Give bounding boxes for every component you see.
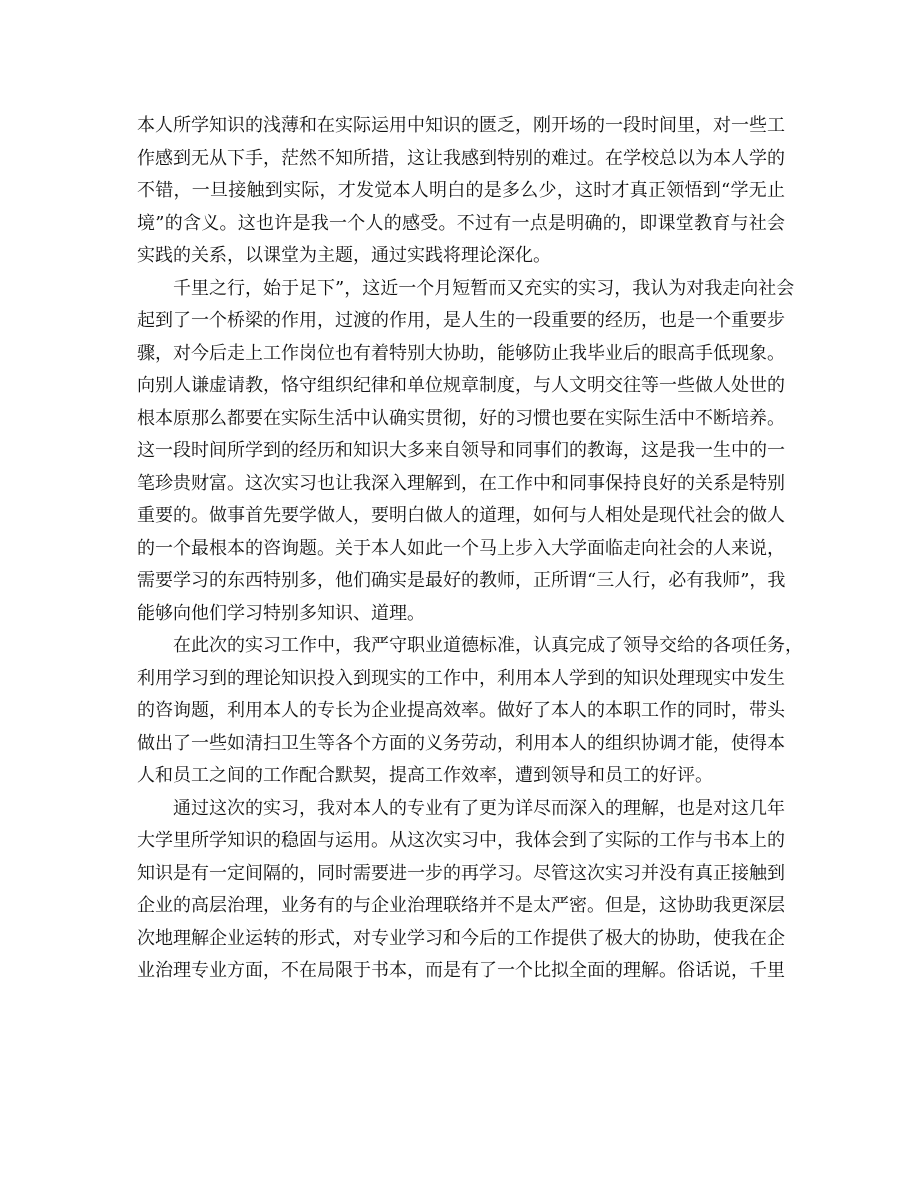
paragraph-4 bbox=[137, 793, 785, 988]
paragraph-line: 企业的高层治理，业务有的与企业治理联络并不是太严密。但是，这协助我更深层 bbox=[137, 895, 785, 916]
paragraph-line: 本人所学知识的浅薄和在实际运用中知识的匮乏，刚开场的一段时间里，对一些工 bbox=[137, 115, 785, 136]
paragraph-line: 实践的关系，以课堂为主题，通过实践将理论深化。 bbox=[137, 245, 551, 266]
paragraph-2 bbox=[137, 273, 795, 631]
paragraph-line: 这一段时间所学到的经历和知识大多来自领导和同事们的教诲，这是我一生中的一 bbox=[137, 440, 785, 461]
paragraph-line: 根本原那么都要在实际生活中认确实贯彻，好的习惯也要在实际生活中不断培养。 bbox=[137, 407, 785, 429]
paragraph-line: 笔珍贵财富。这次实习也让我深入理解到，在工作中和同事保持良好的关系是特别 bbox=[137, 472, 785, 494]
paragraph-line: 千里之行，始于足下”，这近一个月短暂而又充实的实习，我认为对我走向社会 bbox=[173, 277, 795, 299]
paragraph-line: 需要学习的东西特别多，他们确实是最好的教师，正所谓“三人行，必有我师”，我 bbox=[137, 570, 786, 591]
paragraph-line: 大学里所学知识的稳固与运用。从这次实习中，我体会到了实际的工作与书本上的 bbox=[137, 830, 785, 851]
paragraph-line: 不错，一旦接触到实际，才发觉本人明白的是多么少，这时才真正领悟到“学无止 bbox=[137, 180, 785, 201]
paragraph-line: 能够向他们学习特别多知识、道理。 bbox=[137, 602, 425, 624]
paragraph-line: 人和员工之间的工作配合默契，提高工作效率，遭到领导和员工的好评。 bbox=[137, 765, 713, 786]
paragraph-line: 骤，对今后走上工作岗位也有着特别大协助，能够防止我毕业后的眼高手低现象。 bbox=[137, 342, 785, 364]
paragraph-1 bbox=[137, 110, 785, 273]
paragraph-line: 次地理解企业运转的形式，对专业学习和今后的工作提供了极大的协助，使我在企 bbox=[137, 927, 785, 949]
paragraph-line: 向别人谦虚请教，恪守组织纪律和单位规章制度，与人文明交往等一些做人处世的 bbox=[137, 375, 785, 396]
paragraph-line: 做出了一些如清扫卫生等各个方面的义务劳动，利用本人的组织协调才能，使得本 bbox=[137, 732, 785, 754]
paragraph-3 bbox=[137, 630, 803, 793]
paragraph-line: 的一个最根本的咨询题。关于本人如此一个马上步入大学面临走向社会的人来说， bbox=[137, 537, 785, 559]
paragraph-line: 重要的。做事首先要学做人，要明白做人的道理，如何与人相处是现代社会的做人 bbox=[137, 505, 785, 526]
paragraph-line: 通过这次的实习，我对本人的专业有了更为详尽而深入的理解，也是对这几年 bbox=[173, 797, 785, 819]
paragraph-line: 知识是有一定间隔的，同时需要进一步的再学习。尽管这次实习并没有真正接触到 bbox=[137, 862, 785, 884]
paragraph-line: 在此次的实习工作中，我严守职业道德标准，认真完成了领导交给的各项任务， bbox=[173, 635, 803, 656]
paragraph-line: 的咨询题，利用本人的专长为企业提高效率。做好了本人的本职工作的同时，带头 bbox=[137, 700, 785, 721]
paragraph-line: 业治理专业方面，不在局限于书本，而是有了一个比拟全面的理解。俗话说，千里 bbox=[137, 960, 785, 981]
paragraph-line: 境”的含义。这也许是我一个人的感受。不过有一点是明确的，即课堂教育与社会 bbox=[137, 212, 785, 234]
body-text bbox=[137, 110, 803, 988]
paragraph-line: 利用学习到的理论知识投入到现实的工作中，利用本人学到的知识处理现实中发生 bbox=[137, 667, 785, 689]
paragraph-line: 作感到无从下手，茫然不知所措，这让我感到特别的难过。在学校总以为本人学的 bbox=[137, 147, 785, 169]
paragraph-line: 起到了一个桥梁的作用，过渡的作用，是人生的一段重要的经历，也是一个重要步 bbox=[137, 310, 785, 331]
